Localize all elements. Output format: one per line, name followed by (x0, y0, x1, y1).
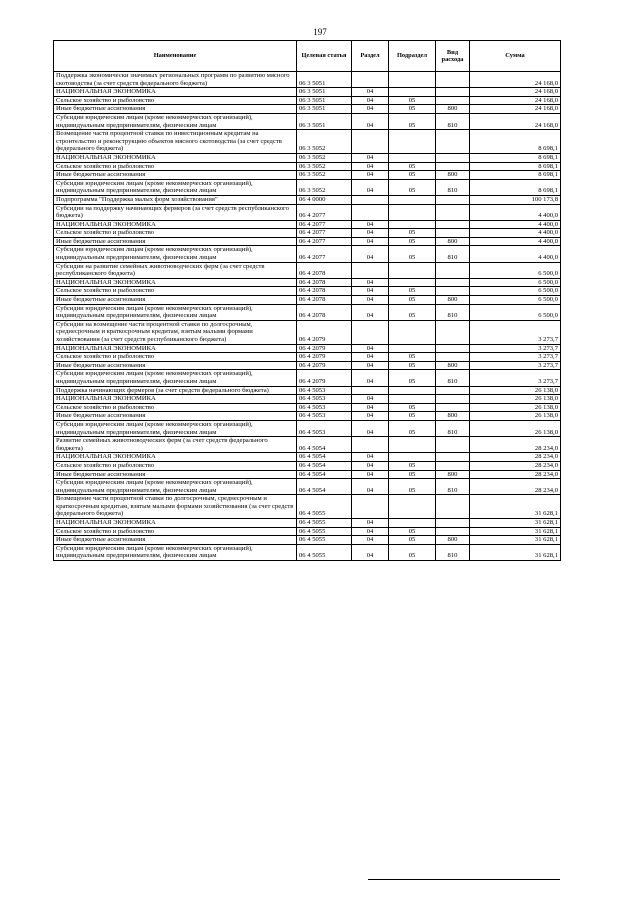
table-row (54, 278, 561, 287)
row-section-cell: 04 (352, 287, 389, 296)
row-name-cell: Иные бюджетные ассигнования (54, 105, 297, 114)
row-subsection-cell: 05 (389, 304, 436, 320)
row-name-cell: НАЦИОНАЛЬНАЯ ЭКОНОМИКА (54, 519, 297, 528)
row-subsection-cell (389, 495, 436, 519)
row-name-cell: Поддержка начинающих фермеров (за счет средств федерального бюджета) (54, 386, 297, 395)
row-section-cell: 04 (352, 536, 389, 545)
table-row (54, 246, 561, 262)
row-amount-cell: 8 698,1 (470, 162, 561, 171)
table-row (54, 88, 561, 97)
row-code-cell: 06 4 5053 (297, 420, 352, 436)
row-name-cell: Субсидии юридическим лицам (кроме некоммерческих организаций), индивидуальным предпринимателям, физическим лицам (54, 246, 297, 262)
row-name-cell: Иные бюджетные ассигнования (54, 237, 297, 246)
row-section-cell (352, 262, 389, 278)
row-type-cell (436, 96, 470, 105)
row-name-cell: Иные бюджетные ассигнования (54, 361, 297, 370)
row-code-cell: 06 3 5051 (297, 72, 352, 88)
row-amount-cell: 4 400,0 (470, 246, 561, 262)
row-amount-cell: 24 168,0 (470, 72, 561, 88)
row-subsection-cell: 05 (389, 412, 436, 421)
row-code-cell: 06 4 2079 (297, 370, 352, 386)
header-amount: Сумма (470, 41, 561, 72)
row-section-cell: 04 (352, 544, 389, 560)
row-amount-cell: 28 234,0 (470, 437, 561, 453)
row-name-cell: Иные бюджетные ассигнования (54, 412, 297, 421)
row-code-cell: 06 4 5055 (297, 544, 352, 560)
row-code-cell: 06 4 5053 (297, 403, 352, 412)
header-name: Наименование (54, 41, 297, 72)
row-amount-cell: 4 400,0 (470, 220, 561, 229)
row-name-cell: Субсидии на возмещение части процентной ставки по долгосрочным, среднесрочным и краткосрочным кредитам, взятым малыми формами хозяйствования (за счет средств республиканского бюджета) (54, 320, 297, 344)
row-subsection-cell: 05 (389, 461, 436, 470)
row-code-cell: 06 4 5055 (297, 519, 352, 528)
row-code-cell: 06 3 5052 (297, 153, 352, 162)
row-code-cell: 06 4 2078 (297, 287, 352, 296)
row-section-cell (352, 320, 389, 344)
row-code-cell: 06 4 2079 (297, 361, 352, 370)
row-section-cell: 04 (352, 519, 389, 528)
row-amount-cell: 28 234,0 (470, 479, 561, 495)
row-type-cell: 810 (436, 370, 470, 386)
table-row (54, 304, 561, 320)
table-row (54, 105, 561, 114)
row-code-cell: 06 4 5053 (297, 386, 352, 395)
row-subsection-cell (389, 262, 436, 278)
row-subsection-cell (389, 72, 436, 88)
row-code-cell: 06 4 5054 (297, 461, 352, 470)
table-row (54, 461, 561, 470)
row-type-cell (436, 88, 470, 97)
row-amount-cell: 8 698,1 (470, 171, 561, 180)
row-subsection-cell: 05 (389, 237, 436, 246)
row-subsection-cell: 05 (389, 370, 436, 386)
row-type-cell: 800 (436, 237, 470, 246)
row-type-cell: 810 (436, 179, 470, 195)
row-section-cell: 04 (352, 237, 389, 246)
row-type-cell (436, 262, 470, 278)
row-subsection-cell (389, 453, 436, 462)
table-row (54, 130, 561, 154)
row-type-cell: 800 (436, 470, 470, 479)
row-amount-cell: 8 698,1 (470, 153, 561, 162)
table-row (54, 220, 561, 229)
table-row (54, 237, 561, 246)
row-type-cell: 800 (436, 361, 470, 370)
row-section-cell: 04 (352, 370, 389, 386)
row-subsection-cell: 05 (389, 527, 436, 536)
row-name-cell: Субсидии юридическим лицам (кроме некоммерческих организаций), индивидуальным предпринимателям, физическим лицам (54, 420, 297, 436)
row-type-cell (436, 130, 470, 154)
row-amount-cell: 26 138,0 (470, 395, 561, 404)
row-section-cell: 04 (352, 96, 389, 105)
row-type-cell (436, 287, 470, 296)
row-section-cell: 04 (352, 296, 389, 305)
row-type-cell (436, 386, 470, 395)
row-type-cell (436, 403, 470, 412)
table-row (54, 395, 561, 404)
table-row (54, 344, 561, 353)
table-row (54, 262, 561, 278)
row-code-cell: 06 3 5052 (297, 179, 352, 195)
row-code-cell: 06 4 2077 (297, 220, 352, 229)
row-amount-cell: 100 173,8 (470, 195, 561, 204)
row-subsection-cell (389, 437, 436, 453)
row-type-cell (436, 220, 470, 229)
row-type-cell (436, 519, 470, 528)
row-subsection-cell (389, 344, 436, 353)
row-name-cell: Сельское хозяйство и рыболовство (54, 353, 297, 362)
table-row (54, 320, 561, 344)
row-code-cell: 06 4 2077 (297, 229, 352, 238)
row-subsection-cell (389, 153, 436, 162)
row-code-cell: 06 4 2079 (297, 344, 352, 353)
row-subsection-cell: 05 (389, 470, 436, 479)
row-amount-cell: 3 273,7 (470, 320, 561, 344)
row-amount-cell: 31 628,1 (470, 536, 561, 545)
row-type-cell (436, 344, 470, 353)
row-subsection-cell: 05 (389, 246, 436, 262)
table-row (54, 470, 561, 479)
row-code-cell: 06 4 2078 (297, 278, 352, 287)
row-code-cell: 06 4 5055 (297, 527, 352, 536)
row-type-cell (436, 153, 470, 162)
row-type-cell (436, 353, 470, 362)
row-section-cell: 04 (352, 395, 389, 404)
row-amount-cell: 3 273,7 (470, 353, 561, 362)
table-row (54, 72, 561, 88)
row-amount-cell: 28 234,0 (470, 461, 561, 470)
row-amount-cell: 28 234,0 (470, 453, 561, 462)
row-type-cell (436, 229, 470, 238)
row-subsection-cell: 05 (389, 403, 436, 412)
row-name-cell: Иные бюджетные ассигнования (54, 171, 297, 180)
row-subsection-cell: 05 (389, 105, 436, 114)
row-type-cell: 810 (436, 246, 470, 262)
row-code-cell: 06 4 5053 (297, 412, 352, 421)
table-row (54, 495, 561, 519)
row-code-cell: 06 4 2078 (297, 296, 352, 305)
table-row (54, 171, 561, 180)
row-subsection-cell (389, 220, 436, 229)
table-row (54, 536, 561, 545)
row-name-cell: НАЦИОНАЛЬНАЯ ЭКОНОМИКА (54, 453, 297, 462)
row-code-cell: 06 3 5051 (297, 113, 352, 129)
row-section-cell: 04 (352, 304, 389, 320)
row-type-cell (436, 461, 470, 470)
row-code-cell: 06 4 5055 (297, 495, 352, 519)
table-row (54, 96, 561, 105)
row-section-cell: 04 (352, 229, 389, 238)
row-amount-cell: 3 273,7 (470, 370, 561, 386)
header-type: Вид расхода (436, 41, 470, 72)
row-section-cell: 04 (352, 479, 389, 495)
table-row (54, 113, 561, 129)
row-code-cell: 06 4 2077 (297, 204, 352, 220)
row-type-cell (436, 437, 470, 453)
row-code-cell: 06 4 2077 (297, 237, 352, 246)
row-amount-cell: 6 500,0 (470, 296, 561, 305)
row-section-cell: 04 (352, 461, 389, 470)
row-name-cell: Сельское хозяйство и рыболовство (54, 527, 297, 536)
header-section: Раздел (352, 41, 389, 72)
row-section-cell (352, 195, 389, 204)
table-row (54, 353, 561, 362)
table-row (54, 527, 561, 536)
row-type-cell: 810 (436, 544, 470, 560)
row-amount-cell: 24 168,0 (470, 105, 561, 114)
row-type-cell (436, 72, 470, 88)
row-name-cell: Возмещение части процентной ставки по инвестиционным кредитам на строительство и реконструкцию объектов мясного скотоводства (за счет средств федерального бюджета) (54, 130, 297, 154)
row-amount-cell: 8 698,1 (470, 179, 561, 195)
row-name-cell: Сельское хозяйство и рыболовство (54, 461, 297, 470)
table-row (54, 437, 561, 453)
row-type-cell: 800 (436, 536, 470, 545)
row-subsection-cell: 05 (389, 113, 436, 129)
row-code-cell: 06 4 2077 (297, 246, 352, 262)
row-type-cell: 810 (436, 479, 470, 495)
row-code-cell: 06 3 5052 (297, 162, 352, 171)
row-code-cell: 06 4 5054 (297, 437, 352, 453)
row-name-cell: НАЦИОНАЛЬНАЯ ЭКОНОМИКА (54, 395, 297, 404)
row-code-cell: 06 4 5053 (297, 395, 352, 404)
row-subsection-cell (389, 195, 436, 204)
row-section-cell: 04 (352, 162, 389, 171)
row-name-cell: НАЦИОНАЛЬНАЯ ЭКОНОМИКА (54, 220, 297, 229)
row-subsection-cell (389, 519, 436, 528)
header-code: Целевая статья (297, 41, 352, 72)
row-subsection-cell (389, 395, 436, 404)
row-section-cell: 04 (352, 403, 389, 412)
budget-table (53, 40, 561, 561)
row-code-cell: 06 3 5052 (297, 171, 352, 180)
row-amount-cell: 6 500,0 (470, 287, 561, 296)
row-code-cell: 06 3 5051 (297, 105, 352, 114)
row-section-cell: 04 (352, 412, 389, 421)
row-section-cell: 04 (352, 88, 389, 97)
row-code-cell: 06 4 2078 (297, 262, 352, 278)
row-name-cell: Иные бюджетные ассигнования (54, 470, 297, 479)
row-code-cell: 06 3 5051 (297, 96, 352, 105)
row-amount-cell: 24 168,0 (470, 88, 561, 97)
row-subsection-cell: 05 (389, 287, 436, 296)
row-code-cell: 06 3 5051 (297, 88, 352, 97)
row-amount-cell: 31 628,1 (470, 519, 561, 528)
row-amount-cell: 6 500,0 (470, 278, 561, 287)
row-name-cell: Поддержка экономически значимых региональных программ по развитию мясного скотоводства (за счет средств федерального бюджета) (54, 72, 297, 88)
row-code-cell: 06 4 5054 (297, 453, 352, 462)
row-subsection-cell: 05 (389, 361, 436, 370)
row-code-cell: 06 4 2079 (297, 353, 352, 362)
row-name-cell: Субсидии юридическим лицам (кроме некоммерческих организаций), индивидуальным предпринимателям, физическим лицам (54, 544, 297, 560)
table-row (54, 420, 561, 436)
row-section-cell (352, 204, 389, 220)
row-type-cell: 800 (436, 296, 470, 305)
row-amount-cell: 4 400,0 (470, 237, 561, 246)
row-type-cell (436, 278, 470, 287)
row-name-cell: Подпрограмма "Поддержка малых форм хозяйствования" (54, 195, 297, 204)
table-row (54, 229, 561, 238)
row-name-cell: Сельское хозяйство и рыболовство (54, 403, 297, 412)
row-name-cell: Сельское хозяйство и рыболовство (54, 96, 297, 105)
row-subsection-cell: 05 (389, 229, 436, 238)
row-name-cell: Субсидии юридическим лицам (кроме некоммерческих организаций), индивидуальным предпринимателям, физическим лицам (54, 370, 297, 386)
row-code-cell: 06 3 5052 (297, 130, 352, 154)
row-section-cell: 04 (352, 246, 389, 262)
row-subsection-cell: 05 (389, 296, 436, 305)
row-name-cell: Возмещение части процентной ставки по долгосрочным, среднесрочным и краткосрочным кредитам, взятым малыми формами хозяйствования (за счет средств федерального бюджета) (54, 495, 297, 519)
row-name-cell: НАЦИОНАЛЬНАЯ ЭКОНОМИКА (54, 278, 297, 287)
row-amount-cell: 24 168,0 (470, 96, 561, 105)
row-section-cell: 04 (352, 220, 389, 229)
row-name-cell: Иные бюджетные ассигнования (54, 296, 297, 305)
row-subsection-cell (389, 204, 436, 220)
table-row (54, 403, 561, 412)
row-amount-cell: 31 628,1 (470, 495, 561, 519)
row-section-cell: 04 (352, 344, 389, 353)
table-row (54, 287, 561, 296)
row-type-cell (436, 195, 470, 204)
row-subsection-cell (389, 130, 436, 154)
row-amount-cell: 28 234,0 (470, 470, 561, 479)
table-row (54, 412, 561, 421)
row-section-cell: 04 (352, 153, 389, 162)
row-section-cell: 04 (352, 105, 389, 114)
header-subsection: Подраздел (389, 41, 436, 72)
row-subsection-cell: 05 (389, 353, 436, 362)
row-type-cell (436, 204, 470, 220)
row-code-cell: 06 4 2079 (297, 320, 352, 344)
row-type-cell: 810 (436, 420, 470, 436)
row-name-cell: Субсидии юридическим лицам (кроме некоммерческих организаций), индивидуальным предпринимателям, физическим лицам (54, 479, 297, 495)
row-section-cell: 04 (352, 470, 389, 479)
row-name-cell: Субсидии юридическим лицам (кроме некоммерческих организаций), индивидуальным предпринимателям, физическим лицам (54, 113, 297, 129)
table-row (54, 296, 561, 305)
row-section-cell (352, 437, 389, 453)
row-name-cell: Сельское хозяйство и рыболовство (54, 287, 297, 296)
row-amount-cell: 26 138,0 (470, 403, 561, 412)
table-row (54, 153, 561, 162)
row-name-cell: НАЦИОНАЛЬНАЯ ЭКОНОМИКА (54, 344, 297, 353)
row-subsection-cell (389, 386, 436, 395)
row-name-cell: Субсидии юридическим лицам (кроме некоммерческих организаций), индивидуальным предпринимателям, физическим лицам (54, 179, 297, 195)
table-row (54, 479, 561, 495)
table-row (54, 519, 561, 528)
row-section-cell: 04 (352, 171, 389, 180)
row-subsection-cell: 05 (389, 536, 436, 545)
row-type-cell (436, 320, 470, 344)
table-row (54, 544, 561, 560)
row-subsection-cell: 05 (389, 171, 436, 180)
row-name-cell: Субсидии на развитие семейных животноводческих ферм (за счет средств республиканского бюджета) (54, 262, 297, 278)
row-amount-cell: 3 273,7 (470, 344, 561, 353)
table-row (54, 162, 561, 171)
row-code-cell: 06 4 5054 (297, 479, 352, 495)
table-row (54, 361, 561, 370)
table-header-row (54, 41, 561, 72)
row-type-cell: 800 (436, 412, 470, 421)
row-code-cell: 06 4 0000 (297, 195, 352, 204)
row-subsection-cell: 05 (389, 479, 436, 495)
table-row (54, 195, 561, 204)
row-subsection-cell: 05 (389, 96, 436, 105)
row-code-cell: 06 4 2078 (297, 304, 352, 320)
row-type-cell (436, 495, 470, 519)
row-name-cell: НАЦИОНАЛЬНАЯ ЭКОНОМИКА (54, 88, 297, 97)
row-section-cell: 04 (352, 420, 389, 436)
row-section-cell: 04 (352, 353, 389, 362)
row-name-cell: НАЦИОНАЛЬНАЯ ЭКОНОМИКА (54, 153, 297, 162)
row-type-cell (436, 162, 470, 171)
row-section-cell: 04 (352, 113, 389, 129)
row-code-cell: 06 4 5054 (297, 470, 352, 479)
row-subsection-cell (389, 278, 436, 287)
row-subsection-cell (389, 88, 436, 97)
table-row (54, 370, 561, 386)
row-type-cell: 800 (436, 171, 470, 180)
row-section-cell: 04 (352, 361, 389, 370)
row-name-cell: Субсидии юридическим лицам (кроме некоммерческих организаций), индивидуальным предпринимателям, физическим лицам (54, 304, 297, 320)
row-section-cell: 04 (352, 527, 389, 536)
row-amount-cell: 26 138,0 (470, 386, 561, 395)
row-name-cell: Субсидии на поддержку начинающих фермеров (за счет средств республиканского бюджета) (54, 204, 297, 220)
row-name-cell: Развитие семейных животноводческих ферм (за счет средств федерального бюджета) (54, 437, 297, 453)
row-amount-cell: 3 273,7 (470, 361, 561, 370)
row-subsection-cell: 05 (389, 179, 436, 195)
row-section-cell: 04 (352, 179, 389, 195)
row-amount-cell: 6 500,0 (470, 262, 561, 278)
row-section-cell (352, 495, 389, 519)
row-name-cell: Сельское хозяйство и рыболовство (54, 229, 297, 238)
page-number: 197 (313, 27, 327, 37)
row-amount-cell: 8 698,1 (470, 130, 561, 154)
row-name-cell: Сельское хозяйство и рыболовство (54, 162, 297, 171)
row-section-cell (352, 130, 389, 154)
row-amount-cell: 31 628,1 (470, 544, 561, 560)
row-amount-cell: 24 168,0 (470, 113, 561, 129)
row-type-cell: 810 (436, 113, 470, 129)
row-type-cell (436, 395, 470, 404)
row-name-cell: Иные бюджетные ассигнования (54, 536, 297, 545)
row-type-cell: 810 (436, 304, 470, 320)
row-amount-cell: 26 138,0 (470, 420, 561, 436)
table-row (54, 386, 561, 395)
row-amount-cell: 31 628,1 (470, 527, 561, 536)
row-type-cell: 800 (436, 105, 470, 114)
table-row (54, 179, 561, 195)
row-section-cell (352, 72, 389, 88)
row-amount-cell: 26 138,0 (470, 412, 561, 421)
row-subsection-cell (389, 320, 436, 344)
row-amount-cell: 4 400,0 (470, 204, 561, 220)
row-subsection-cell: 05 (389, 544, 436, 560)
row-subsection-cell: 05 (389, 420, 436, 436)
row-section-cell: 04 (352, 453, 389, 462)
row-type-cell (436, 453, 470, 462)
footer-rule (368, 879, 560, 880)
row-amount-cell: 4 400,0 (470, 229, 561, 238)
row-section-cell (352, 386, 389, 395)
row-subsection-cell: 05 (389, 162, 436, 171)
row-type-cell (436, 527, 470, 536)
table-row (54, 453, 561, 462)
row-section-cell: 04 (352, 278, 389, 287)
table-row (54, 204, 561, 220)
row-amount-cell: 6 500,0 (470, 304, 561, 320)
row-code-cell: 06 4 5055 (297, 536, 352, 545)
